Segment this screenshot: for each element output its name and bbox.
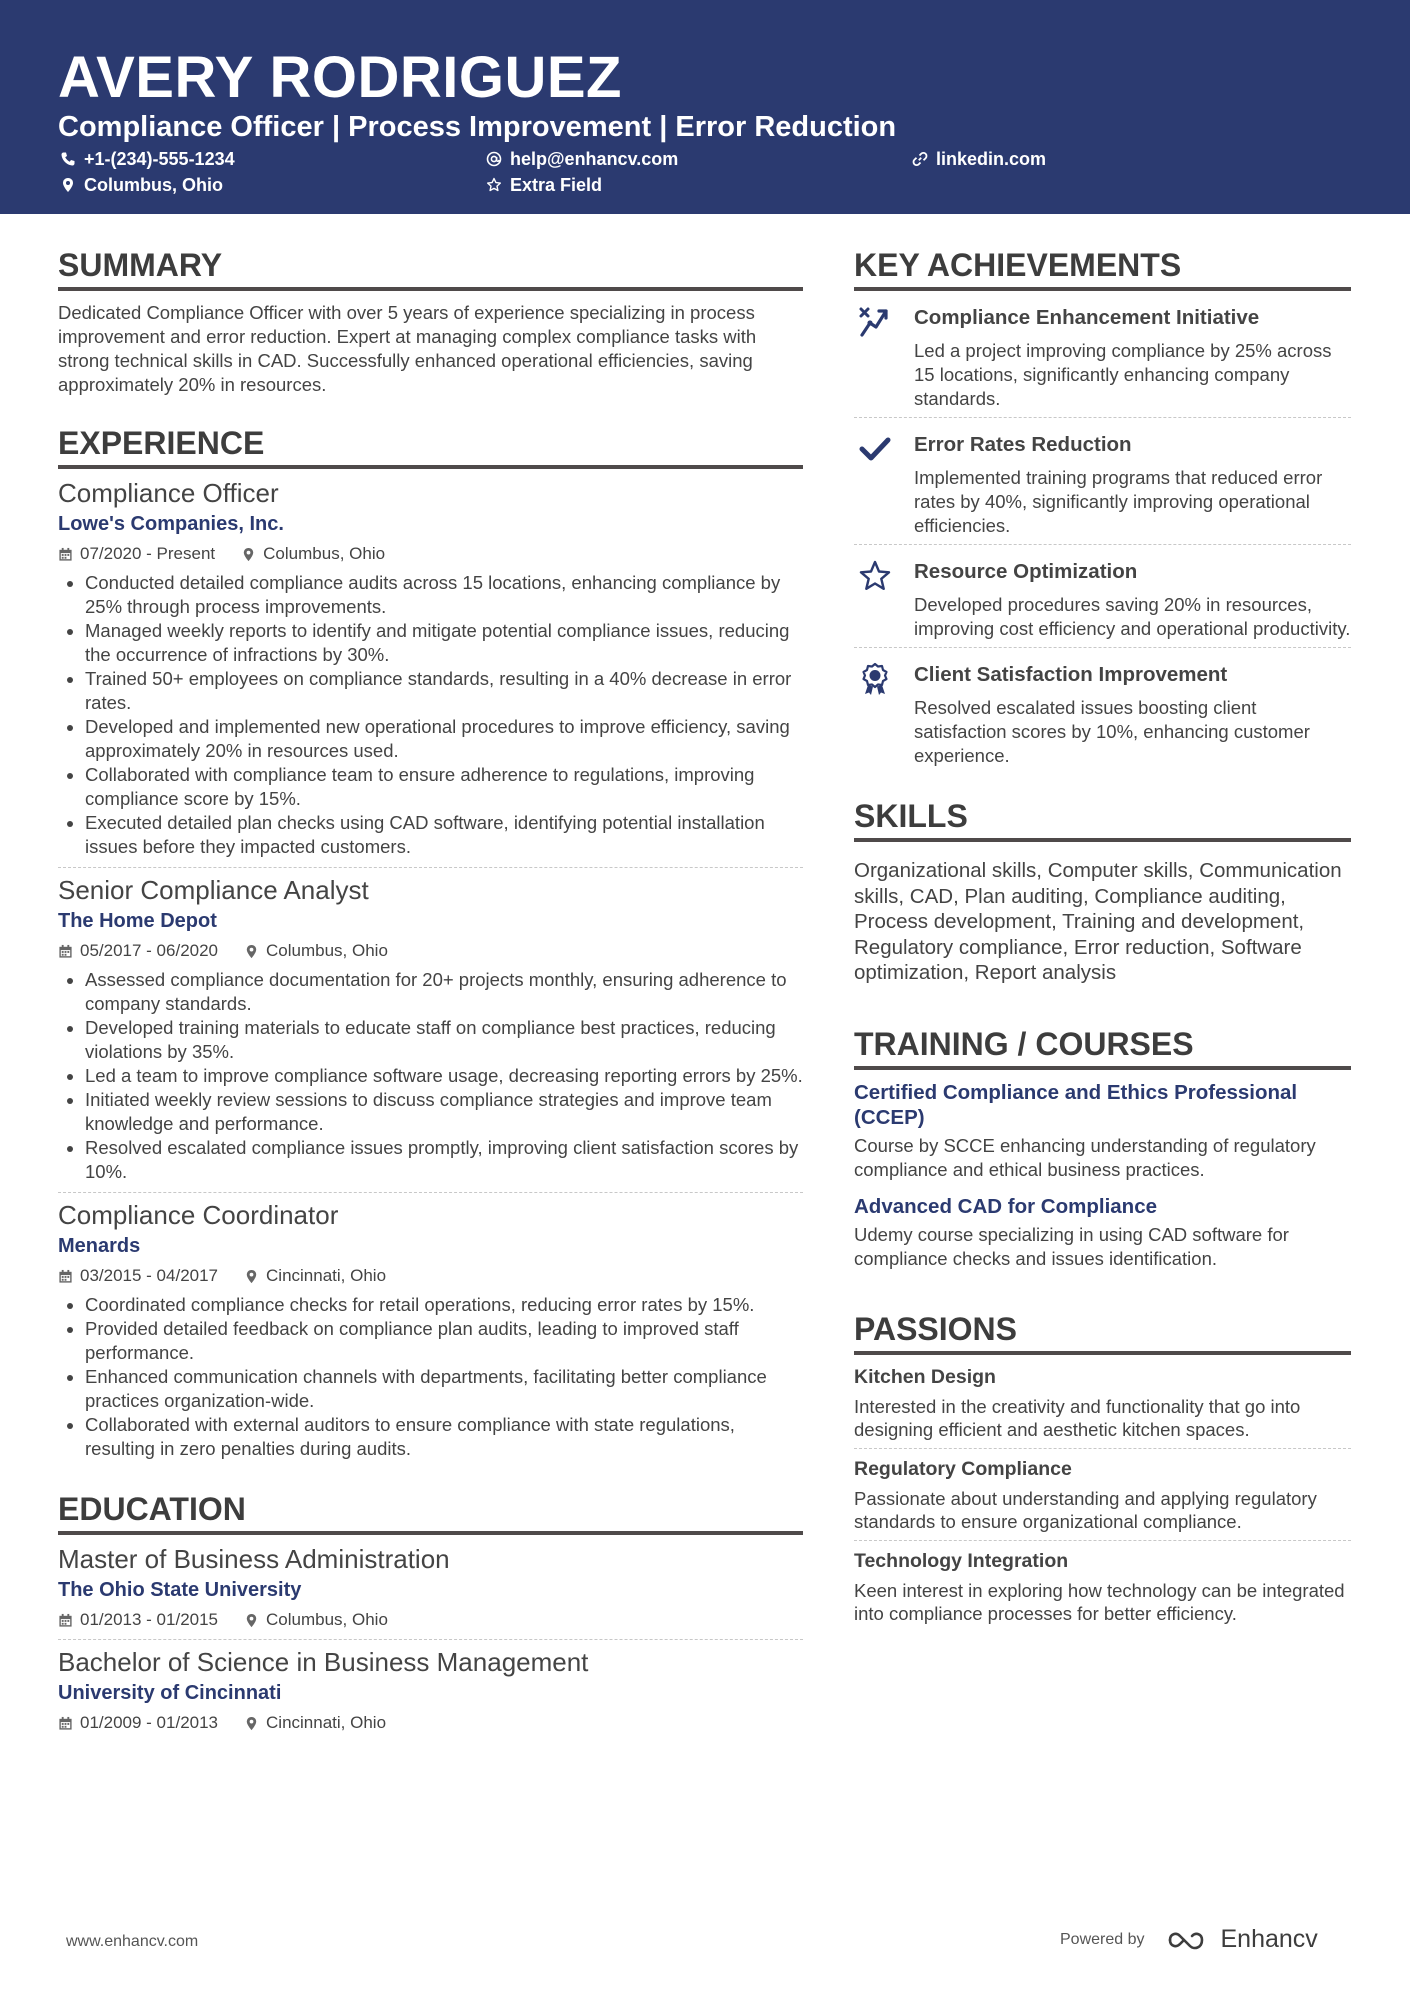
courses-heading: TRAINING / COURSES <box>854 1024 1351 1070</box>
calendar-icon <box>58 547 73 562</box>
job-location: Cincinnati, Ohio <box>266 1266 387 1285</box>
entry-divider <box>854 544 1351 545</box>
summary-text: Dedicated Compliance Officer with over 5 years of experience specializing in process improvement and error reduction. Expert at managing complex compliance tasks with strong technical skills in CAD. Successfully enhanced operational efficiencies, saving approximately 20% in resources. <box>58 302 757 395</box>
education-meta <box>58 1712 803 1734</box>
entry-divider <box>854 1540 1351 1541</box>
job-bullet: • Conducted detailed compliance audits across 15 locations, enhancing compliance by 25% through process improvements. <box>85 571 803 619</box>
contact-email[interactable] <box>486 148 678 170</box>
achievements-section <box>854 245 1351 768</box>
experience-heading: EXPERIENCE <box>58 423 803 469</box>
contact-linkedin[interactable] <box>912 148 1046 170</box>
skills-section <box>854 796 1351 986</box>
footer-website[interactable]: www.enhancv.com <box>66 1933 199 1950</box>
location-pin-icon <box>60 177 76 193</box>
job-bullets <box>58 1293 803 1461</box>
location-pin-icon <box>244 944 259 959</box>
location-pin-icon <box>244 1613 259 1628</box>
resume-header <box>0 0 1410 214</box>
powered-by-label: Powered by <box>1060 1930 1145 1948</box>
school-name: University of Cincinnati <box>58 1682 282 1704</box>
star-outline-icon <box>486 177 502 193</box>
achievement-title: Error Rates Reduction <box>914 433 1132 456</box>
summary-section <box>58 245 803 397</box>
job-bullet: • Enhanced communication channels with departments, facilitating better compliance practices organization-wide. <box>85 1365 803 1413</box>
star-icon <box>858 559 892 593</box>
job-bullets <box>58 571 803 859</box>
job-bullets <box>58 968 803 1184</box>
passion-item <box>854 1457 1351 1534</box>
education-section <box>58 1489 803 1734</box>
course-desc: Course by SCCE enhancing understanding of regulatory compliance and ethical business practices. <box>854 1134 1316 1180</box>
achievement-desc: Developed procedures saving 20% in resources, improving cost efficiency and operational productivity. <box>914 594 1351 639</box>
entry-divider <box>854 417 1351 418</box>
job-location: Columbus, Ohio <box>263 544 386 563</box>
job-meta <box>58 940 803 962</box>
education-heading: EDUCATION <box>58 1489 803 1535</box>
experience-section <box>58 423 803 1461</box>
course-item <box>854 1194 1351 1271</box>
job-title: Compliance Officer <box>58 478 279 508</box>
calendar-icon <box>58 1716 73 1731</box>
achievement-title: Resource Optimization <box>914 560 1138 583</box>
location-pin-icon <box>244 1269 259 1284</box>
education-location: Columbus, Ohio <box>266 1610 388 1629</box>
entry-divider <box>854 1448 1351 1449</box>
degree-title: Bachelor of Science in Business Management <box>58 1647 589 1677</box>
candidate-tagline: Compliance Officer | Process Improvement | Error Reduction <box>58 111 897 143</box>
job-dates: 05/2017 - 06/2020 <box>80 941 219 960</box>
candidate-name: AVERY RODRIGUEZ <box>58 45 622 110</box>
passion-desc: Keen interest in exploring how technology can be integrated into compliance processes for better efficiency. <box>854 1579 1345 1624</box>
job-dates: 07/2020 - Present <box>80 544 216 563</box>
contact-phone-text: +1-(234)-555-1234 <box>84 149 235 169</box>
job-meta <box>58 543 803 565</box>
contact-linkedin-text: linkedin.com <box>936 149 1047 169</box>
link-icon <box>912 151 928 167</box>
job-bullet: • Initiated weekly review sessions to discuss compliance strategies and improve team knowledge and performance. <box>85 1088 803 1136</box>
contact-email-text: help@enhancv.com <box>510 149 679 169</box>
brand-logo[interactable] <box>1167 1925 1318 1954</box>
education-entry <box>58 1543 803 1631</box>
job-bullet: • Collaborated with external auditors to ensure compliance with state regulations, resulting in zero penalties during audits. <box>85 1413 803 1461</box>
education-dates: 01/2013 - 01/2015 <box>80 1610 219 1629</box>
passions-heading: PASSIONS <box>854 1309 1351 1355</box>
calendar-icon <box>58 944 73 959</box>
job-bullet: • Resolved escalated compliance issues promptly, improving client satisfaction scores by 10%. <box>85 1136 803 1184</box>
passion-title: Regulatory Compliance <box>854 1457 1072 1480</box>
enhancv-logo-icon <box>1167 1928 1213 1952</box>
entry-divider <box>58 1192 803 1193</box>
job-bullet: • Led a team to improve compliance software usage, decreasing reporting errors by 25%. <box>85 1064 803 1088</box>
contact-location-text: Columbus, Ohio <box>84 175 223 195</box>
growth-chart-icon <box>858 305 892 339</box>
job-bullet: • Provided detailed feedback on compliance plan audits, leading to improved staff performance. <box>85 1317 803 1365</box>
passion-desc: Interested in the creativity and functionality that go into designing efficient and aesthetic kitchen spaces. <box>854 1395 1301 1440</box>
company-name: Menards <box>58 1235 141 1257</box>
entry-divider <box>854 647 1351 648</box>
education-meta <box>58 1609 803 1631</box>
entry-divider <box>58 1639 803 1640</box>
passion-title: Technology Integration <box>854 1549 1069 1572</box>
education-dates: 01/2009 - 01/2013 <box>80 1713 219 1732</box>
location-pin-icon <box>244 1716 259 1731</box>
company-name: Lowe's Companies, Inc. <box>58 513 284 535</box>
contact-extra <box>486 174 602 196</box>
skills-heading: SKILLS <box>854 796 1351 842</box>
course-title: Certified Compliance and Ethics Professional (CCEP) <box>854 1080 1298 1129</box>
achievement-desc: Led a project improving compliance by 25% across 15 locations, significantly enhancing company standards. <box>914 340 1332 409</box>
course-title: Advanced CAD for Compliance <box>854 1194 1157 1218</box>
degree-title: Master of Business Administration <box>58 1544 450 1574</box>
passion-title: Kitchen Design <box>854 1365 996 1388</box>
achievement-desc: Resolved escalated issues boosting client satisfaction scores by 10%, enhancing customer experience. <box>914 697 1310 766</box>
achievements-heading: KEY ACHIEVEMENTS <box>854 245 1351 291</box>
contact-extra-text: Extra Field <box>510 175 603 195</box>
job-bullet: • Executed detailed plan checks using CAD software, identifying potential installation issues before they impacted customers. <box>85 811 803 859</box>
summary-heading: SUMMARY <box>58 245 803 291</box>
brand-name: Enhancv <box>1220 1925 1318 1953</box>
job-bullet: • Collaborated with compliance team to ensure adherence to regulations, improving compliance score by 15%. <box>85 763 803 811</box>
award-ribbon-icon <box>858 662 892 696</box>
experience-entry <box>58 477 803 859</box>
courses-section <box>854 1024 1351 1271</box>
job-bullet: • Trained 50+ employees on compliance standards, resulting in a 40% decrease in error rates. <box>85 667 803 715</box>
passion-desc: Passionate about understanding and applying regulatory standards to ensure organizational compliance. <box>854 1487 1317 1532</box>
course-item <box>854 1080 1351 1182</box>
contact-location <box>60 174 223 196</box>
achievement-item <box>854 662 1351 768</box>
achievement-item <box>854 559 1351 641</box>
achievement-desc: Implemented training programs that reduced error rates by 40%, significantly improving operational efficiencies. <box>914 467 1323 536</box>
education-location: Cincinnati, Ohio <box>266 1713 387 1732</box>
job-location: Columbus, Ohio <box>266 941 388 960</box>
achievement-item <box>854 432 1351 538</box>
job-bullet: • Coordinated compliance checks for retail operations, reducing error rates by 15%. <box>85 1293 803 1317</box>
calendar-icon <box>58 1269 73 1284</box>
entry-divider <box>58 867 803 868</box>
checkmark-icon <box>858 432 892 466</box>
contact-phone[interactable] <box>60 148 235 170</box>
job-bullet: • Developed and implemented new operational procedures to improve efficiency, saving approximately 20% in resources used. <box>85 715 803 763</box>
achievement-item <box>854 305 1351 411</box>
passion-item <box>854 1549 1351 1626</box>
footer-branding <box>1060 1925 1318 1954</box>
left-column <box>58 245 803 1734</box>
passions-section <box>854 1309 1351 1626</box>
at-sign-icon <box>486 151 502 167</box>
phone-icon <box>60 151 76 167</box>
company-name: The Home Depot <box>58 910 217 932</box>
experience-entry <box>58 1199 803 1461</box>
job-dates: 03/2015 - 04/2017 <box>80 1266 219 1285</box>
achievement-title: Client Satisfaction Improvement <box>914 663 1228 686</box>
location-pin-icon <box>241 547 256 562</box>
job-meta <box>58 1265 803 1287</box>
job-bullet: • Assessed compliance documentation for 20+ projects monthly, ensuring adherence to company standards. <box>85 968 803 1016</box>
job-bullet: • Managed weekly reports to identify and mitigate potential compliance issues, reducing the occurrence of infractions by 30%. <box>85 619 803 667</box>
job-bullet: • Developed training materials to educate staff on compliance best practices, reducing violations by 35%. <box>85 1016 803 1064</box>
experience-entry <box>58 874 803 1184</box>
passion-item <box>854 1365 1351 1442</box>
calendar-icon <box>58 1613 73 1628</box>
right-column <box>854 245 1351 1626</box>
job-title: Compliance Coordinator <box>58 1200 339 1230</box>
achievement-title: Compliance Enhancement Initiative <box>914 306 1260 329</box>
skills-list: Organizational skills, Computer skills, Communication skills, CAD, Plan auditing, Compliance auditing, Process development, Training and development, Regulatory compliance, Error reduction, Software optimization, Report analysis <box>854 859 1342 984</box>
job-title: Senior Compliance Analyst <box>58 875 369 905</box>
education-entry <box>58 1646 803 1734</box>
course-desc: Udemy course specializing in using CAD software for compliance checks and issues identification. <box>854 1223 1289 1269</box>
school-name: The Ohio State University <box>58 1579 302 1601</box>
